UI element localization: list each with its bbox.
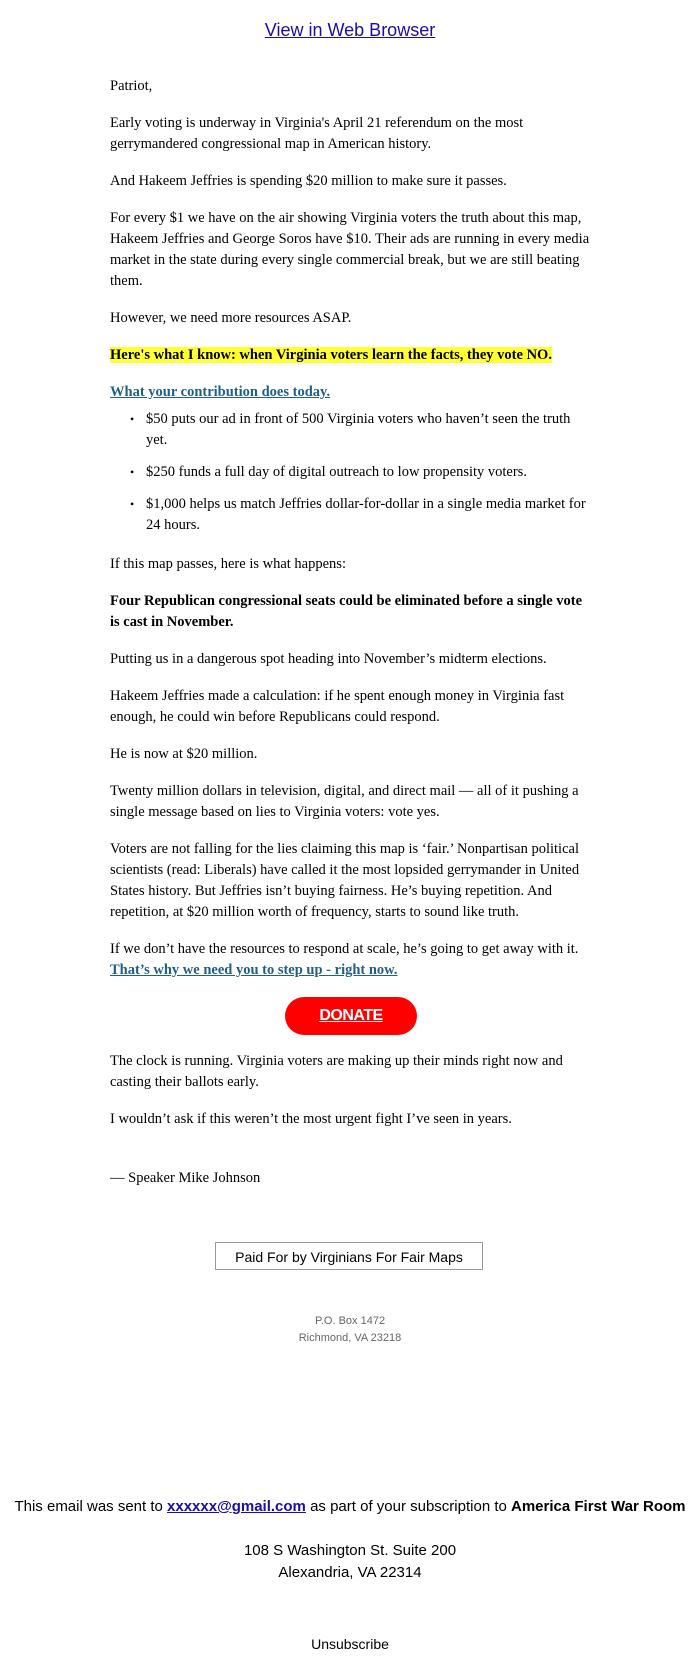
paragraph: Early voting is underway in Virginia's April 21 referendum on the most gerrymandered congressional map in American history.	[110, 115, 524, 152]
disclaimer-address	[0, 1313, 700, 1347]
contribution-link[interactable]: What your contribution does today.	[110, 384, 331, 400]
view-in-browser	[0, 20, 700, 41]
paragraph: If this map passes, here is what happens:	[110, 556, 346, 572]
recipient-email-link[interactable]: xxxxxx@gmail.com	[167, 1498, 306, 1515]
footer-address	[0, 1540, 700, 1584]
paragraph: Voters are not falling for the lies claiming this map is ‘fair.’ Nonpartisan political scientists (read: Liberals) have called it the most lopsided gerrymander in United States history. But Jeffries isn’t buying fairness. He’s buying repetition. And repetition, at $20 million worth of frequency, starts to sound like truth.	[110, 841, 580, 920]
bold-paragraph: Four Republican congressional seats could be eliminated before a single vote is cast in November.	[110, 593, 583, 630]
view-in-browser-link[interactable]: View in Web Browser	[264, 20, 436, 40]
donate-wrap	[110, 997, 592, 1035]
paragraph-text: If we don’t have the resources to respond at scale, he’s going to get away with it.	[110, 941, 579, 957]
email-body	[110, 76, 592, 1205]
paragraph: Hakeem Jeffries made a calculation: if he spent enough money in Virginia fast enough, he could win before Republicans could respond.	[110, 688, 565, 725]
step-up-link[interactable]: That’s why we need you to step up - right now.	[110, 962, 398, 978]
contribution-heading	[110, 382, 592, 403]
address-line-1: 108 S Washington St. Suite 200	[243, 1542, 457, 1559]
paragraph: Putting us in a dangerous spot heading into November’s midterm elections.	[110, 651, 547, 667]
list-item: • $250 funds a full day of digital outreach to low propensity voters.	[146, 462, 592, 483]
paid-for-box: Paid For by Virginians For Fair Maps	[215, 1242, 483, 1270]
paragraph: However, we need more resources ASAP.	[110, 310, 352, 326]
highlight-paragraph	[110, 345, 592, 366]
city-state: Richmond, VA 23218	[298, 1332, 402, 1344]
paragraph: I wouldn’t ask if this weren’t the most urgent fight I’ve seen in years.	[110, 1111, 512, 1127]
paragraph	[110, 939, 592, 981]
contribution-list	[110, 409, 592, 536]
sent-middle: as part of your subscription to	[310, 1498, 507, 1515]
signature: — Speaker Mike Johnson	[110, 1170, 261, 1186]
greeting: Patriot,	[110, 78, 153, 94]
paragraph: For every $1 we have on the air showing Virginia voters the truth about this map, Hakeem Jeffries and George Soros have $10. Their ads are running in every media market in the state during every single commercial break, but we are still beating them.	[110, 210, 590, 289]
organization-name: America First War Room	[511, 1498, 686, 1515]
donate-button[interactable]: DONATE	[285, 997, 417, 1035]
paragraph: The clock is running. Virginia voters are making up their minds right now and casting their ballots early.	[110, 1053, 563, 1090]
list-item: • $1,000 helps us match Jeffries dollar-for-dollar in a single media market for 24 hours.	[146, 494, 592, 536]
address-line-2: Alexandria, VA 22314	[278, 1564, 422, 1581]
list-item: • $50 puts our ad in front of 500 Virginia voters who haven’t seen the truth yet.	[146, 409, 592, 451]
paragraph: And Hakeem Jeffries is spending $20 million to make sure it passes.	[110, 173, 507, 189]
po-box: P.O. Box 1472	[314, 1315, 386, 1327]
paragraph: Twenty million dollars in television, digital, and direct mail — all of it pushing a single message based on lies to Virginia voters: vote yes.	[110, 783, 579, 820]
paragraph: He is now at $20 million.	[110, 746, 258, 762]
sent-prefix: This email was sent to	[14, 1498, 163, 1515]
unsubscribe-link[interactable]: Unsubscribe	[311, 1636, 389, 1652]
subscription-notice	[0, 1498, 700, 1515]
highlight-text: Here's what I know: when Virginia voters learn the facts, they vote NO.	[110, 347, 552, 363]
